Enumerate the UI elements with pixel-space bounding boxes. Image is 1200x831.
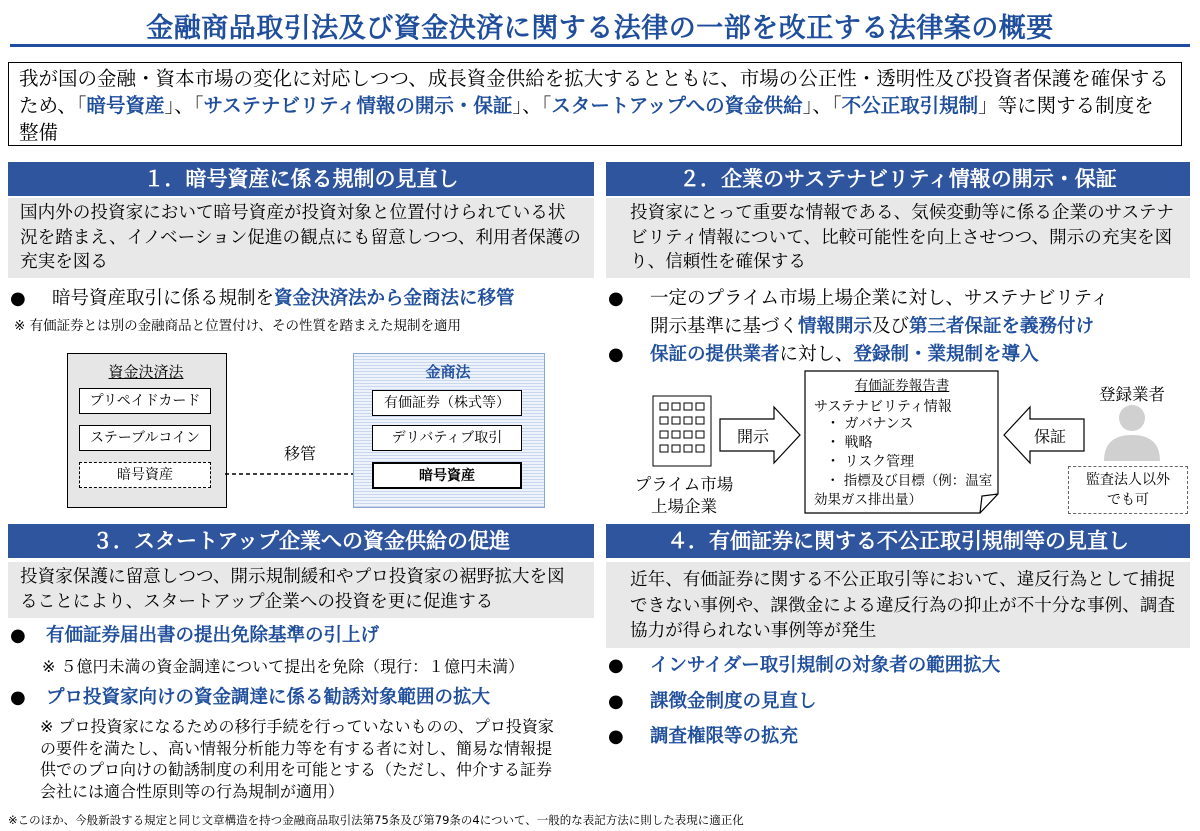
right-item-crypto: 暗号資産 [372, 462, 522, 489]
footnote: ※このほか、今般新設する規定と同じ文章構造を持つ金融商品取引法第75条及び第79条の4について、一般的な表記方法に則した表現に適正化 [8, 813, 744, 827]
section-1-heading: １．暗号資産に係る規制の見直し [8, 162, 594, 196]
intro-summary: 我が国の金融・資本市場の変化に対応しつつ、成長資金供給を拡大するとともに、市場の公正性・透明性及び投資者保護を確保するため、「暗号資産」、「サステナビリティ情報の開示・保証」、「スタートアップへの資金供給」、「不公正取引規制」等に関する制度を整備 [8, 62, 1182, 146]
disclose-label: 開示 [736, 427, 769, 446]
section-1-note: ※ 有価証券とは別の金融商品と位置付け、その性質を踏まえた規制を適用 [14, 318, 462, 334]
auditor-note: 監査法人以外 でも可 [1068, 466, 1188, 514]
report-title: 有価証券報告書 [854, 378, 950, 394]
section-4-description: 近年、有価証券に関する不公正取引等において、違反行為として捕捉できない事例や、課徴金による違反行為の抑止が不十分な事例、調査協力が得られない事例等が発生 [606, 562, 1190, 648]
report-item: ・ リスク管理 [826, 454, 915, 470]
left-item-prepaid: プリペイドカード [79, 388, 211, 414]
bullet-dot: ● [10, 288, 26, 309]
section-2-heading: ２．企業のサステナビリティ情報の開示・保証 [606, 162, 1190, 196]
section-3-heading: ３．スタートアップ企業への資金供給の促進 [8, 524, 594, 558]
prime-company-label: プライム市場 上場企業 [634, 475, 734, 516]
section-2-bullet-2: ● 保証の提供業者に対し、登録制・業規制を導入 [608, 344, 1039, 365]
section-2-bullet-1: ● 一定のプライム市場上場企業に対し、サステナビリティ 開示基準に基づく情報開示及び第三者保証を義務付け [608, 288, 1109, 337]
section-3-note-1: ※ ５億円未満の資金調達について提出を免除（現行：１億円未満） [42, 657, 525, 676]
report-subtitle: サステナビリティ情報 [814, 399, 952, 415]
section-4-bullet-3: ● 調査権限等の拡充 [608, 726, 799, 747]
section-1-bullet: ● 暗号資産取引に係る規制を資金決済法から金商法に移管 [10, 285, 600, 313]
right-item-derivatives: デリバティブ取引 [372, 425, 522, 451]
assure-label: 保証 [1033, 427, 1066, 446]
transfer-label: 移管 [284, 444, 317, 463]
building-icon [652, 395, 716, 469]
payment-services-act-title: 資金決済法 [108, 363, 184, 381]
section-4-bullet-1: ● インサイダー取引規制の対象者の範囲拡大 [608, 655, 1001, 676]
section-3-note-2: ※ プロ投資家になるための移行手続を行っていないものの、プロ投資家の要件を満たし、高い情報分析能力等を有する者に対し、簡易な情報提供でのプロ向けの勧誘制度の利用を可能とする（ただし、仲介する証券会社には適合性原則等の行為規制が適用） [40, 717, 554, 801]
section-4-heading: ４．有価証券に関する不公正取引規制等の見直し [606, 524, 1190, 558]
section-2-description: 投資家にとって重要な情報である、気候変動等に係る企業のサステナビリティ情報について、比較可能性を向上させつつ、開示の充実を図り、信頼性を確保する [606, 198, 1190, 278]
fiea-title: 金商法 [425, 363, 471, 381]
section-3-bullet-2: ● プロ投資家向けの資金調達に係る勧誘対象範囲の拡大 [10, 687, 491, 708]
section-1-description: 国内外の投資家において暗号資産が投資対象と位置付けられている状況を踏まえ、イノベーション促進の観点にも留意しつつ、利用者保護の充実を図る [8, 198, 594, 278]
left-item-stablecoin: ステーブルコイン [79, 425, 211, 451]
section-3-bullet-1: ● 有価証券届出書の提出免除基準の引上げ [10, 625, 380, 646]
report-item-list [826, 415, 914, 472]
section-4-bullet-2: ● 課徴金制度の見直し [608, 691, 817, 712]
title-divider [10, 44, 1190, 47]
person-icon [1100, 403, 1164, 463]
section-3-description: 投資家保護に留意しつつ、開示規制緩和やプロ投資家の裾野拡大を図ることにより、スタートアップ企業への投資を更に促進する [8, 562, 594, 618]
registered-provider-label: 登録業者 [1099, 385, 1165, 404]
left-item-crypto: 暗号資産 [79, 462, 211, 488]
report-item: ・ ガバナンス [826, 416, 914, 432]
page-title: 金融商品取引法及び資金決済に関する法律の一部を改正する法律案の概要 [146, 13, 1054, 44]
report-item-targets: ・ 指標及び目標（例：温室効果ガス排出量） [814, 473, 993, 508]
report-item: ・ 戦略 [826, 435, 873, 451]
right-item-securities: 有価証券（株式等） [372, 390, 522, 416]
